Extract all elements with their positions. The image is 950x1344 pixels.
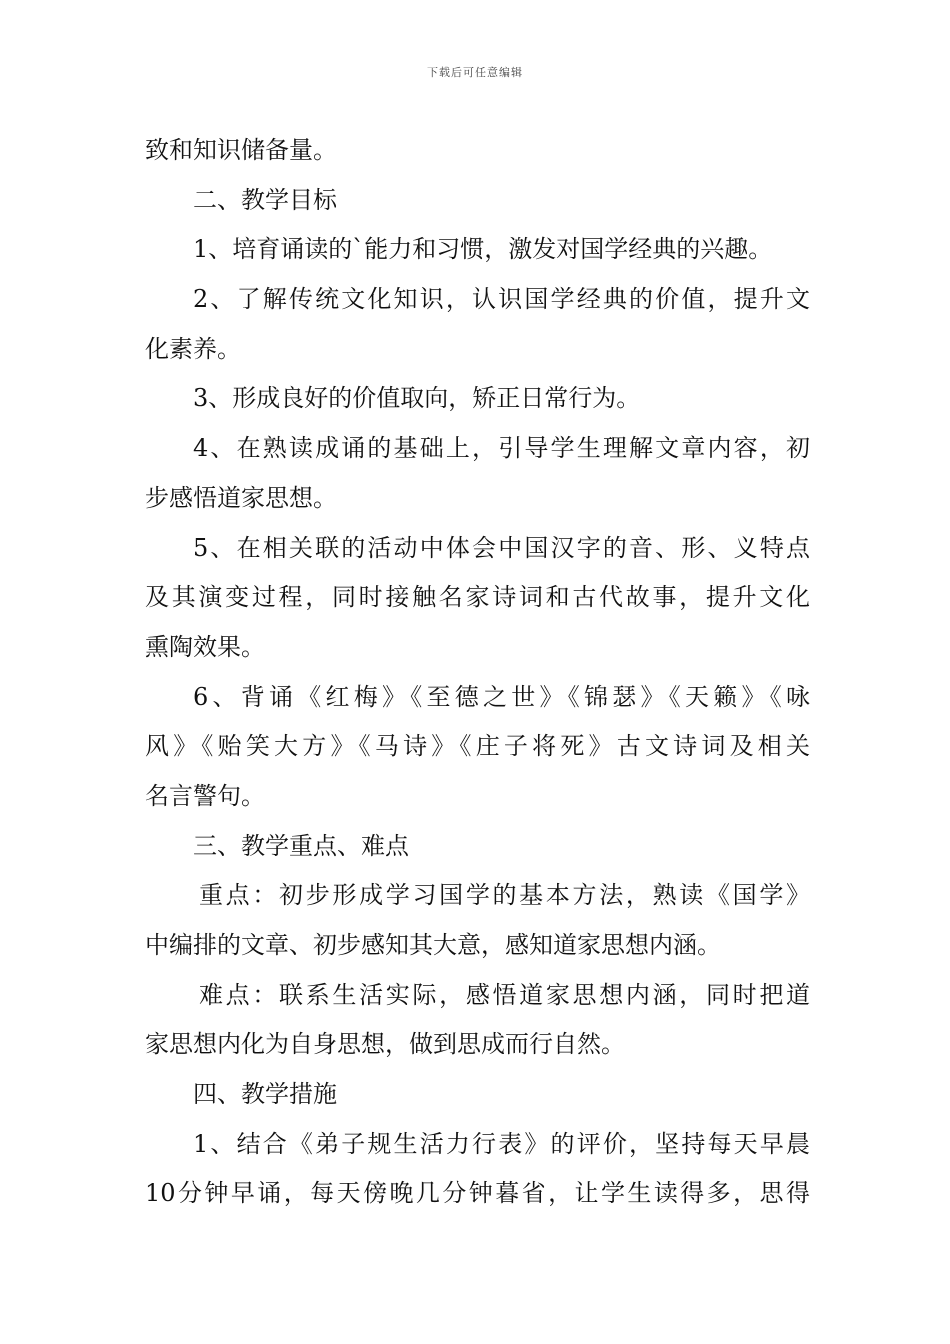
- text-line: 致和知识储备量。: [145, 136, 337, 164]
- text-line: 4、在熟读成诵的基础上，引导学生理解文章内容，初: [193, 434, 810, 463]
- text-line: 风》《贻笑大方》《马诗》《庄子将死》古文诗词及相关: [145, 732, 810, 761]
- text-line: 熏陶效果。: [145, 632, 265, 661]
- text-line: 化素养。: [145, 334, 241, 363]
- text-line: 难点：联系生活实际，感悟道家思想内涵，同时把道: [199, 980, 810, 1009]
- text-line: 5、在相关联的活动中体会中国汉字的音、形、义特点: [193, 533, 810, 562]
- section-heading: 三、教学重点、难点: [193, 831, 409, 860]
- text-line: 重点：初步形成学习国学的基本方法，熟读《国学》: [199, 881, 810, 910]
- text-line: 1、培育诵读的`能力和习惯，激发对国学经典的兴趣。: [193, 235, 773, 264]
- text-line: 1、结合《弟子规生活力行表》的评价，坚持每天早晨: [193, 1129, 810, 1158]
- page-header: 下载后可任意编辑: [427, 66, 523, 79]
- section-heading: 二、教学目标: [193, 185, 337, 214]
- text-line: 中编排的文章、初步感知其大意，感知道家思想内涵。: [145, 931, 721, 959]
- text-line: 名言警句。: [145, 781, 265, 810]
- text-line: 10分钟早诵，每天傍晚几分钟暮省，让学生读得多，思得: [145, 1179, 810, 1208]
- text-line: 2、了解传统文化知识，认识国学经典的价值，提升文: [193, 285, 810, 314]
- text-line: 步感悟道家思想。: [145, 483, 337, 512]
- text-line: 3、形成良好的价值取向，矫正日常行为。: [193, 384, 641, 413]
- document-body: [145, 126, 810, 1219]
- text-line: 及其演变过程，同时接触名家诗词和古代故事，提升文化: [145, 583, 810, 612]
- section-heading: 四、教学措施: [193, 1080, 337, 1109]
- text-line: 家思想内化为自身思想，做到思成而行自然。: [145, 1030, 625, 1059]
- text-line: 6、背诵《红梅》《至德之世》《锦瑟》《天籁》《咏: [193, 682, 810, 711]
